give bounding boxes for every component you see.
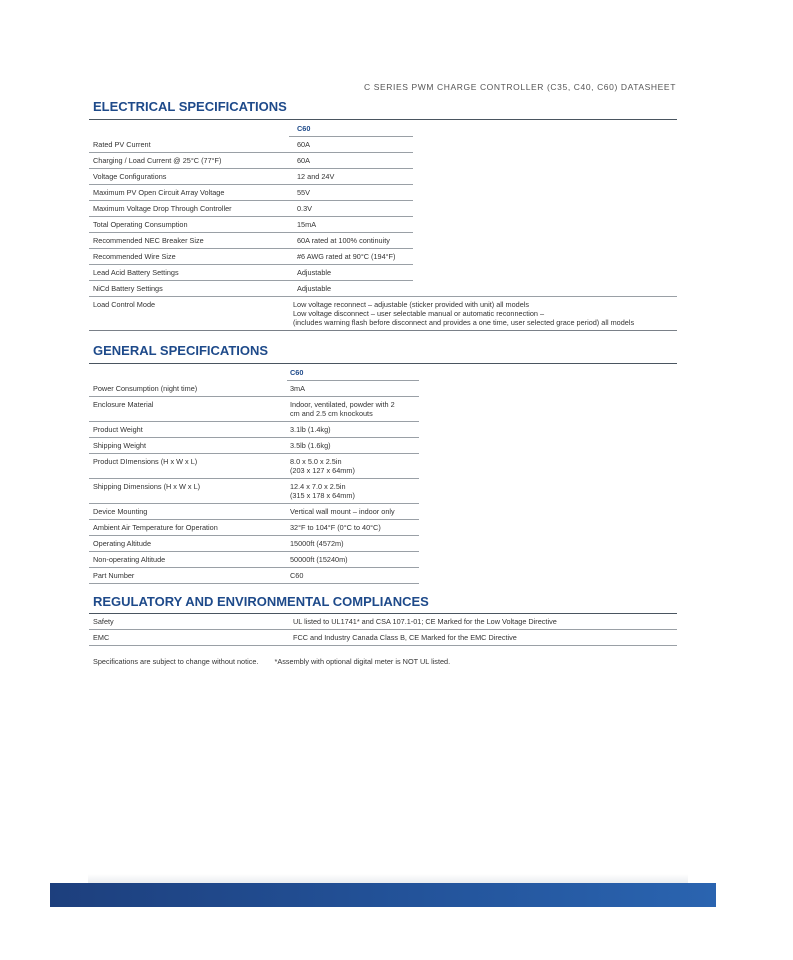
general-section-title: GENERAL SPECIFICATIONS [93, 343, 269, 358]
electrical-column-header-row [89, 120, 677, 137]
spec-value-line: 3.5lb (1.6kg) [290, 441, 331, 450]
load-control-row [89, 297, 677, 331]
spec-value [287, 438, 419, 454]
spec-value: #6 AWG rated at 90°C (194°F) [289, 249, 413, 265]
table-row [89, 568, 419, 584]
general-specifications-section [89, 343, 677, 584]
table-row [89, 185, 677, 201]
spec-value: 60A [289, 137, 413, 153]
table-row [89, 281, 677, 297]
table-row [89, 630, 677, 646]
spec-value: 15mA [289, 217, 413, 233]
spec-label: Shipping Dimensions (H x W x L) [89, 479, 287, 504]
load-control-line: Low voltage disconnect – user selectable manual or automatic reconnection – [293, 309, 545, 318]
electrical-column-header: C60 [289, 120, 413, 137]
spec-label: Enclosure Material [89, 397, 287, 422]
spec-value: 0.3V [289, 201, 413, 217]
footnotes [93, 657, 464, 666]
spec-value: Adjustable [289, 281, 413, 297]
table-row [89, 397, 419, 422]
spec-label: Safety [89, 614, 284, 630]
general-column-header-row [89, 364, 419, 381]
table-row [89, 520, 419, 536]
spec-value [287, 454, 419, 479]
spec-label: Shipping Weight [89, 438, 287, 454]
spec-label: Rated PV Current [89, 137, 289, 153]
spec-value [287, 536, 419, 552]
table-row [89, 504, 419, 520]
spec-label: Part Number [89, 568, 287, 584]
spec-value-line: 12.4 x 7.0 x 2.5in [290, 482, 346, 491]
spec-value-line: Indoor, ventilated, powder with 2 [290, 400, 395, 409]
spec-label: Lead Acid Battery Settings [89, 265, 289, 281]
spec-value: FCC and Industry Canada Class B, CE Marked for the EMC Directive [284, 630, 677, 646]
spec-value [287, 422, 419, 438]
regulatory-section-title: REGULATORY AND ENVIRONMENTAL COMPLIANCES [93, 594, 429, 609]
spec-label: Load Control Mode [89, 297, 289, 331]
spec-value [287, 552, 419, 568]
spec-label: Operating Altitude [89, 536, 287, 552]
spec-value [287, 520, 419, 536]
spec-value-line: 15000ft (4572m) [290, 539, 344, 548]
spec-label: Maximum PV Open Circuit Array Voltage [89, 185, 289, 201]
spec-value-line: 8.0 x 5.0 x 2.5in [290, 457, 342, 466]
regulatory-table [89, 614, 677, 646]
spec-value [287, 504, 419, 520]
spec-value: UL listed to UL1741* and CSA 107.1-01; CE Marked for the Low Voltage Directive [284, 614, 677, 630]
regulatory-section [89, 594, 677, 646]
spec-label: Recommended Wire Size [89, 249, 289, 265]
spec-value-line: C60 [290, 571, 304, 580]
spec-value [287, 397, 419, 422]
spec-label: Device Mounting [89, 504, 287, 520]
spec-label: Voltage Configurations [89, 169, 289, 185]
spec-label: Ambient Air Temperature for Operation [89, 520, 287, 536]
table-row [89, 217, 677, 233]
footer-shadow [88, 874, 688, 883]
load-control-value [289, 297, 677, 331]
footer-bar [50, 883, 716, 907]
table-row [89, 536, 419, 552]
load-control-line: Low voltage reconnect – adjustable (sticker provided with unit) all models [293, 300, 530, 309]
spec-value-line: (203 x 127 x 64mm) [290, 466, 355, 475]
spec-value [287, 479, 419, 504]
electrical-spec-table [89, 120, 677, 331]
spec-label: Recommended NEC Breaker Size [89, 233, 289, 249]
table-row [89, 438, 419, 454]
spec-value: 55V [289, 185, 413, 201]
table-row [89, 422, 419, 438]
table-row [89, 454, 419, 479]
spec-value-line: 50000ft (15240m) [290, 555, 348, 564]
table-row [89, 169, 677, 185]
spec-label: NiCd Battery Settings [89, 281, 289, 297]
spec-value-line: 32°F to 104°F (0°C to 40°C) [290, 523, 381, 532]
spec-value [287, 568, 419, 584]
document-header-title: C SERIES PWM CHARGE CONTROLLER (C35, C40, C60) DATASHEET [364, 82, 676, 92]
spec-value-line: 3.1lb (1.4kg) [290, 425, 331, 434]
spec-value: 60A [289, 153, 413, 169]
table-row [89, 381, 419, 397]
general-column-header: C60 [287, 364, 419, 381]
table-row [89, 153, 677, 169]
spec-label: Product DImensions (H x W x L) [89, 454, 287, 479]
electrical-section-title: ELECTRICAL SPECIFICATIONS [93, 99, 287, 114]
spec-label: Power Consumption (night time) [89, 381, 287, 397]
spec-value-line: (315 x 178 x 64mm) [290, 491, 355, 500]
spec-value-line: 3mA [290, 384, 306, 393]
electrical-specifications-section [89, 99, 677, 331]
table-row [89, 479, 419, 504]
load-control-line: (includes warning flash before disconnect and provides a one time, user selected grace period) all models [293, 318, 635, 327]
table-row [89, 614, 677, 630]
general-spec-table [89, 364, 419, 584]
spec-value: Adjustable [289, 265, 413, 281]
spec-label: Product Weight [89, 422, 287, 438]
spec-label: Charging / Load Current @ 25°C (77°F) [89, 153, 289, 169]
spec-label: Non-operating Altitude [89, 552, 287, 568]
footnote-disclaimer: Specifications are subject to change without notice. [93, 657, 259, 666]
spec-label: EMC [89, 630, 284, 646]
table-row [89, 249, 677, 265]
table-row [89, 265, 677, 281]
spec-value-line: Vertical wall mount – indoor only [290, 507, 395, 516]
spec-value: 60A rated at 100% continuity [289, 233, 413, 249]
spec-label: Maximum Voltage Drop Through Controller [89, 201, 289, 217]
spec-label: Total Operating Consumption [89, 217, 289, 233]
table-row [89, 552, 419, 568]
table-row [89, 137, 677, 153]
spec-value-line: cm and 2.5 cm knockouts [290, 409, 373, 418]
spec-value: 12 and 24V [289, 169, 413, 185]
spec-value [287, 381, 419, 397]
footnote-ul-note: *Assembly with optional digital meter is NOT UL listed. [274, 657, 451, 666]
table-row [89, 201, 677, 217]
table-row [89, 233, 677, 249]
